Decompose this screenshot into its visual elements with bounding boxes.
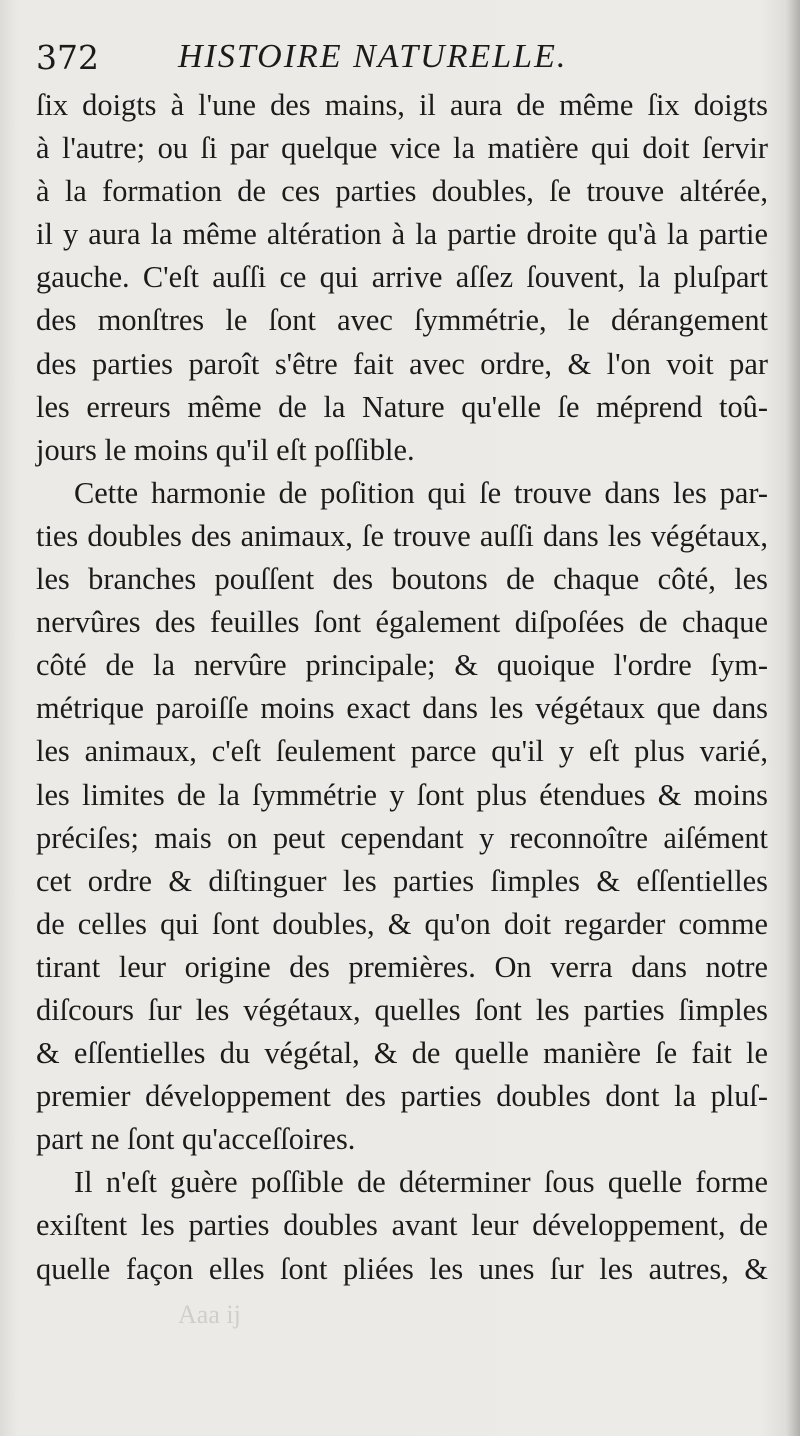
text-line: à la formation de ces parties doubles, ſe trouve altérée, bbox=[36, 174, 768, 209]
text-line: cet ordre & diſtinguer les parties ſimples & eſſentielles bbox=[36, 863, 768, 898]
text-line: il y aura la même altération à la partie droite qu'à la partie bbox=[36, 217, 768, 252]
page-number: 372 bbox=[36, 38, 99, 77]
text-line: ſix doigts à l'une des mains, il aura de même ſix doigts bbox=[36, 88, 768, 122]
text-line: métrique paroiſſe moins exact dans les végétaux que dans bbox=[36, 691, 768, 726]
text-line: les branches pouſſent des boutons de chaque côté, les bbox=[36, 562, 768, 597]
text-line: & eſſentielles du végétal, & de quelle manière ſe fait le bbox=[36, 1036, 768, 1071]
catchword-signature: Aaa ij bbox=[178, 1300, 241, 1329]
text-line: part ne ſont qu'acceſſoires. bbox=[36, 1122, 356, 1157]
text-line: préciſes; mais on peut cependant y reconnoître aiſément bbox=[36, 820, 768, 855]
text-line: les limites de la ſymmétrie y ſont plus étendues & moins bbox=[36, 777, 768, 812]
text-line: côté de la nervûre principale; & quoique l'ordre ſym- bbox=[36, 648, 768, 683]
text-line: ties doubles des animaux, ſe trouve auſſi dans les végétaux, bbox=[36, 518, 768, 553]
text-line: nervûres des feuilles ſont également diſpoſées de chaque bbox=[36, 605, 768, 640]
text-line: Cette harmonie de poſition qui ſe trouve dans les par- bbox=[74, 475, 768, 510]
page-header bbox=[36, 38, 756, 88]
text-line: à l'autre; ou ſi par quelque vice la matière qui doit ſervir bbox=[36, 131, 768, 166]
body-text bbox=[36, 84, 768, 1291]
text-line: jours le moins qu'il eſt poſſible. bbox=[36, 432, 415, 467]
text-line: diſcours ſur les végétaux, quelles ſont les parties ſimples bbox=[36, 992, 768, 1027]
running-title: HISTOIRE NATURELLE. bbox=[178, 38, 568, 75]
text-line: quelle façon elles ſont pliées les unes ſur les autres, & bbox=[36, 1251, 768, 1286]
text-line: premier développement des parties doubles dont la pluſ- bbox=[36, 1079, 768, 1114]
text-line: de celles qui ſont doubles, & qu'on doit regarder comme bbox=[36, 906, 768, 941]
text-line: des monſtres le ſont avec ſymmétrie, le dérangement bbox=[36, 303, 768, 338]
text-line: les erreurs même de la Nature qu'elle ſe méprend toû- bbox=[36, 389, 768, 424]
text-line: gauche. C'eſt auſſi ce qui arrive aſſez ſouvent, la pluſpart bbox=[36, 260, 768, 295]
text-line: exiſtent les parties doubles avant leur développement, de bbox=[36, 1208, 768, 1243]
text-line: des parties paroît s'être fait avec ordre, & l'on voit par bbox=[36, 346, 768, 381]
text-line: tirant leur origine des premières. On verra dans notre bbox=[36, 949, 768, 984]
text-line: Il n'eſt guère poſſible de déterminer ſous quelle forme bbox=[74, 1165, 768, 1200]
page-edge-shadow bbox=[786, 0, 800, 1436]
text-line: les animaux, c'eſt ſeulement parce qu'il y eſt plus varié, bbox=[36, 734, 768, 769]
